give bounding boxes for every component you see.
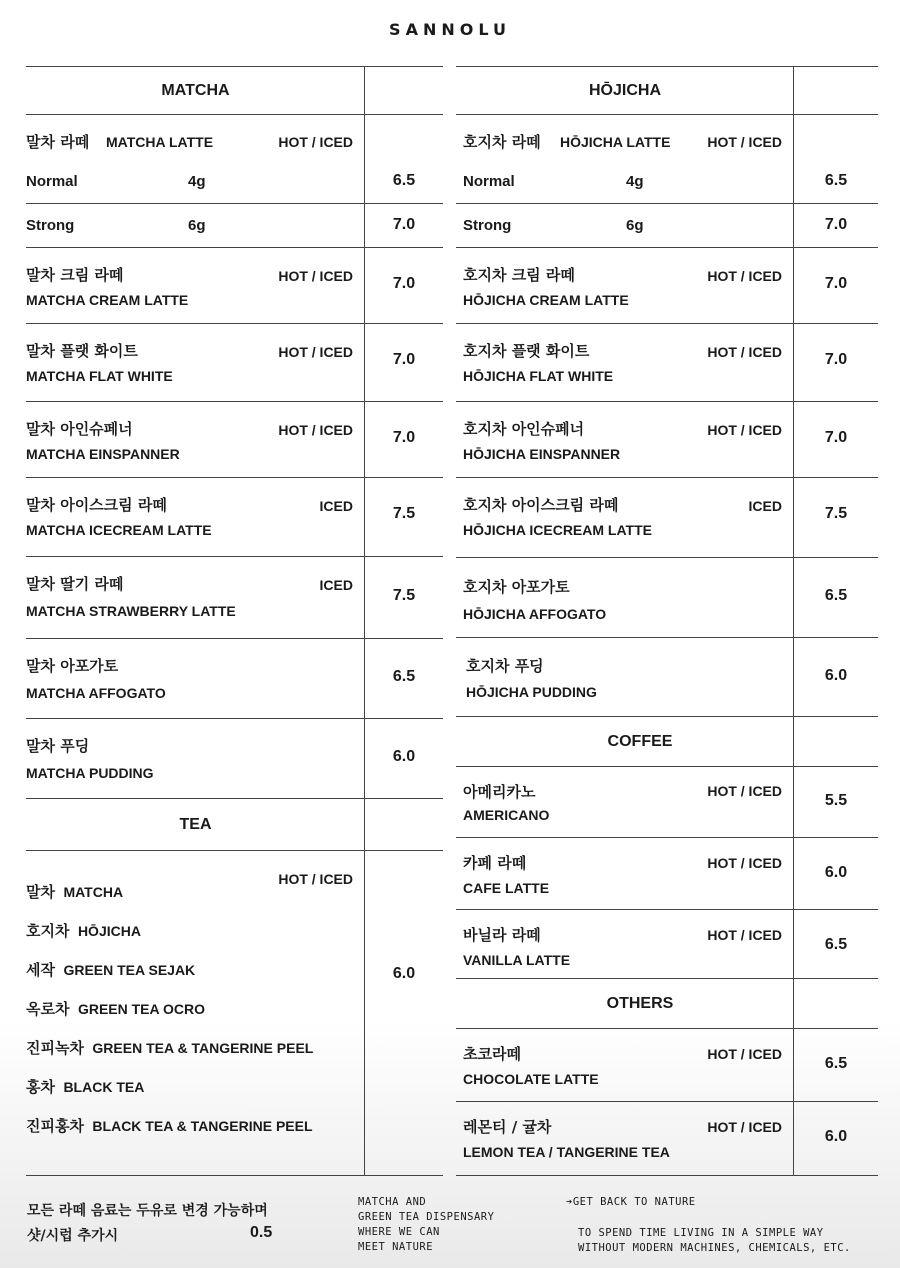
item-price: 6.0 — [392, 748, 416, 765]
item-en: MATCHA — [63, 884, 124, 900]
normal-label: Normal — [26, 173, 78, 190]
right-column — [456, 66, 878, 1176]
item-en: MATCHA STRAWBERRY LATTE — [26, 603, 236, 619]
item-ko: 옥로차 — [26, 1000, 70, 1018]
item-price: 7.0 — [392, 275, 416, 292]
item-en: MATCHA LATTE — [106, 134, 214, 150]
coffee-title: COFFEE — [607, 732, 673, 750]
others-header — [456, 979, 878, 1029]
tea-price: 6.0 — [392, 965, 416, 982]
item-tag: HOT / ICED — [278, 134, 353, 150]
item-en: HŌJICHA ICECREAM LATTE — [463, 522, 652, 538]
item-en: BLACK TEA & TANGERINE PEEL — [92, 1118, 313, 1134]
menu-item — [26, 477, 443, 556]
matcha-latte-row — [26, 115, 443, 203]
item-price: 6.5 — [824, 1055, 848, 1072]
menu-item — [26, 638, 443, 718]
item-ko: 초코라떼 — [463, 1045, 521, 1063]
tea-title: TEA — [179, 815, 212, 833]
item-ko: 말차 크림 라떼 — [26, 266, 124, 284]
item-tag: ICED — [319, 577, 353, 593]
item-price: 5.5 — [824, 792, 848, 809]
strong-grams: 6g — [626, 217, 644, 234]
item-tag: HOT / ICED — [707, 422, 782, 438]
item-ko: 아메리카노 — [463, 783, 536, 801]
strong-price: 7.0 — [824, 216, 848, 233]
coffee-header — [456, 717, 878, 767]
item-price: 6.5 — [824, 936, 848, 953]
footer-back-to-nature: ➔GET BACK TO NATURE — [566, 1196, 696, 1208]
normal-grams: 4g — [188, 173, 206, 190]
matcha-header — [26, 67, 443, 115]
normal-price: 6.5 — [392, 172, 416, 189]
item-tag: HOT / ICED — [707, 344, 782, 360]
menu-item — [456, 477, 878, 557]
tea-tag: HOT / ICED — [278, 871, 353, 887]
footer-note-price: 0.5 — [250, 1224, 273, 1241]
item-ko: 호지차 아인슈페너 — [463, 420, 585, 438]
item-en: HŌJICHA FLAT WHITE — [463, 368, 614, 384]
footer-mission: TO SPEND TIME LIVING IN A SIMPLE WAY WITHOUT MODERN MACHINES, CHEMICALS, ETC. — [578, 1227, 851, 1254]
item-tag: ICED — [748, 498, 782, 514]
item-ko: 호지차 푸딩 — [466, 657, 544, 675]
item-en: GREEN TEA SEJAK — [63, 962, 196, 978]
item-tag: ICED — [319, 498, 353, 514]
item-ko: 호지차 크림 라떼 — [463, 266, 575, 284]
menu-item — [26, 247, 443, 323]
tea-item — [26, 881, 123, 902]
menu-item — [456, 837, 878, 909]
item-ko: 말차 플랫 화이트 — [26, 342, 138, 360]
coffee-section — [456, 716, 878, 978]
normal-label: Normal — [463, 173, 515, 190]
menu-item — [26, 323, 443, 401]
item-price: 6.5 — [824, 587, 848, 604]
item-en: BLACK TEA — [63, 1079, 145, 1095]
item-en: AMERICANO — [463, 807, 550, 823]
strong-label: Strong — [26, 217, 75, 234]
item-ko: 카페 라떼 — [463, 854, 527, 872]
matcha-title: MATCHA — [161, 81, 230, 99]
item-price: 6.5 — [392, 668, 416, 685]
hojicha-header — [456, 67, 878, 115]
item-tag: HOT / ICED — [707, 783, 782, 799]
item-price: 7.0 — [824, 275, 848, 292]
item-tag: HOT / ICED — [278, 268, 353, 284]
strong-price: 7.0 — [392, 216, 416, 233]
item-en: LEMON TEA / TANGERINE TEA — [463, 1144, 670, 1160]
item-price: 7.5 — [824, 505, 848, 522]
item-en: MATCHA ICECREAM LATTE — [26, 522, 212, 538]
item-en: MATCHA AFFOGATO — [26, 685, 166, 701]
item-ko: 말차 — [26, 883, 55, 901]
item-en: GREEN TEA OCRO — [77, 1001, 205, 1017]
brand-title: SANNOLU — [389, 20, 511, 39]
item-ko: 말차 딸기 라떼 — [26, 575, 124, 593]
item-tag: HOT / ICED — [707, 134, 782, 150]
item-ko: 말차 푸딩 — [26, 737, 90, 755]
item-ko: 호지차 — [26, 922, 70, 940]
item-price: 7.0 — [392, 351, 416, 368]
item-en: VANILLA LATTE — [463, 952, 571, 968]
item-ko: 호지차 라떼 — [463, 133, 541, 151]
tea-item — [26, 920, 141, 941]
item-tag: HOT / ICED — [707, 1119, 782, 1135]
item-en: MATCHA FLAT WHITE — [26, 368, 173, 384]
item-tag: HOT / ICED — [707, 1046, 782, 1062]
menu-item — [456, 247, 878, 323]
item-ko: 레몬티 / 귤차 — [463, 1118, 552, 1136]
item-price: 7.0 — [392, 429, 416, 446]
item-tag: HOT / ICED — [278, 344, 353, 360]
tea-item — [26, 1076, 144, 1097]
item-en: MATCHA EINSPANNER — [26, 446, 180, 462]
hojicha-section — [456, 66, 878, 716]
hojicha-latte-row — [456, 115, 878, 203]
strong-grams: 6g — [188, 217, 206, 234]
item-tag: HOT / ICED — [707, 268, 782, 284]
left-column — [26, 66, 443, 1176]
item-en: HŌJICHA — [77, 923, 141, 939]
item-ko: 호지차 아포가토 — [463, 578, 570, 596]
hojicha-title: HŌJICHA — [588, 81, 661, 99]
item-en: MATCHA CREAM LATTE — [26, 292, 189, 308]
item-tag: HOT / ICED — [278, 422, 353, 438]
item-en: HŌJICHA CREAM LATTE — [463, 292, 629, 308]
tea-item — [26, 998, 205, 1019]
item-ko: 말차 아이스크림 라떼 — [26, 496, 167, 514]
item-price: 7.0 — [824, 429, 848, 446]
hojicha-strong-row — [456, 203, 878, 247]
footer-dispensary: MATCHA AND GREEN TEA DISPENSARY WHERE WE CAN MEET NATURE — [358, 1196, 495, 1253]
item-tag: HOT / ICED — [707, 927, 782, 943]
item-price: 7.5 — [392, 505, 416, 522]
normal-price: 6.5 — [824, 172, 848, 189]
menu-item — [26, 401, 443, 477]
tea-section — [26, 798, 443, 1176]
menu-item — [456, 767, 878, 837]
item-en: HŌJICHA PUDDING — [466, 684, 597, 700]
item-ko: 세작 — [26, 961, 55, 979]
menu-item — [456, 637, 878, 717]
menu-item — [456, 909, 878, 979]
menu-item — [456, 1101, 878, 1175]
item-ko: 호지차 플랫 화이트 — [463, 342, 590, 360]
matcha-section — [26, 66, 443, 798]
menu-item — [26, 556, 443, 638]
item-tag: HOT / ICED — [707, 855, 782, 871]
item-en: CAFE LATTE — [463, 880, 550, 896]
item-en: HŌJICHA AFFOGATO — [463, 606, 607, 622]
item-ko: 말차 아포가토 — [26, 657, 119, 675]
item-ko: 바닐라 라떼 — [463, 926, 541, 944]
item-en: MATCHA PUDDING — [26, 765, 154, 781]
menu-item — [26, 718, 443, 797]
item-en: GREEN TEA & TANGERINE PEEL — [92, 1040, 314, 1056]
item-price: 6.0 — [824, 864, 848, 881]
tea-item — [26, 1115, 313, 1136]
menu-item — [456, 401, 878, 477]
item-price: 6.0 — [824, 667, 848, 684]
item-price: 6.0 — [824, 1128, 848, 1145]
item-en: HŌJICHA LATTE — [560, 134, 671, 150]
menu-item — [456, 323, 878, 401]
tea-item — [26, 1037, 313, 1058]
menu-item — [456, 557, 878, 637]
matcha-strong-row — [26, 203, 443, 247]
item-ko: 진피홍차 — [26, 1117, 84, 1135]
others-section — [456, 978, 878, 1176]
item-price: 7.0 — [824, 351, 848, 368]
footer-note-line1: 모든 라떼 음료는 두유로 변경 가능하며 — [27, 1203, 268, 1219]
item-en: CHOCOLATE LATTE — [463, 1071, 599, 1087]
item-price: 7.5 — [392, 587, 416, 604]
item-ko: 호지차 아이스크림 라떼 — [463, 496, 619, 514]
normal-grams: 4g — [626, 173, 644, 190]
item-ko: 말차 아인슈페너 — [26, 420, 133, 438]
item-ko: 말차 라떼 — [26, 133, 90, 151]
item-ko: 진피녹차 — [26, 1039, 84, 1057]
item-ko: 홍차 — [26, 1078, 55, 1096]
tea-item — [26, 959, 195, 980]
menu-item — [456, 1029, 878, 1101]
strong-label: Strong — [463, 217, 512, 234]
item-en: HŌJICHA EINSPANNER — [463, 446, 621, 462]
tea-header — [26, 799, 443, 851]
footer-note-line2: 샷/시럽 추가시 — [27, 1228, 119, 1244]
others-title: OTHERS — [606, 994, 674, 1012]
